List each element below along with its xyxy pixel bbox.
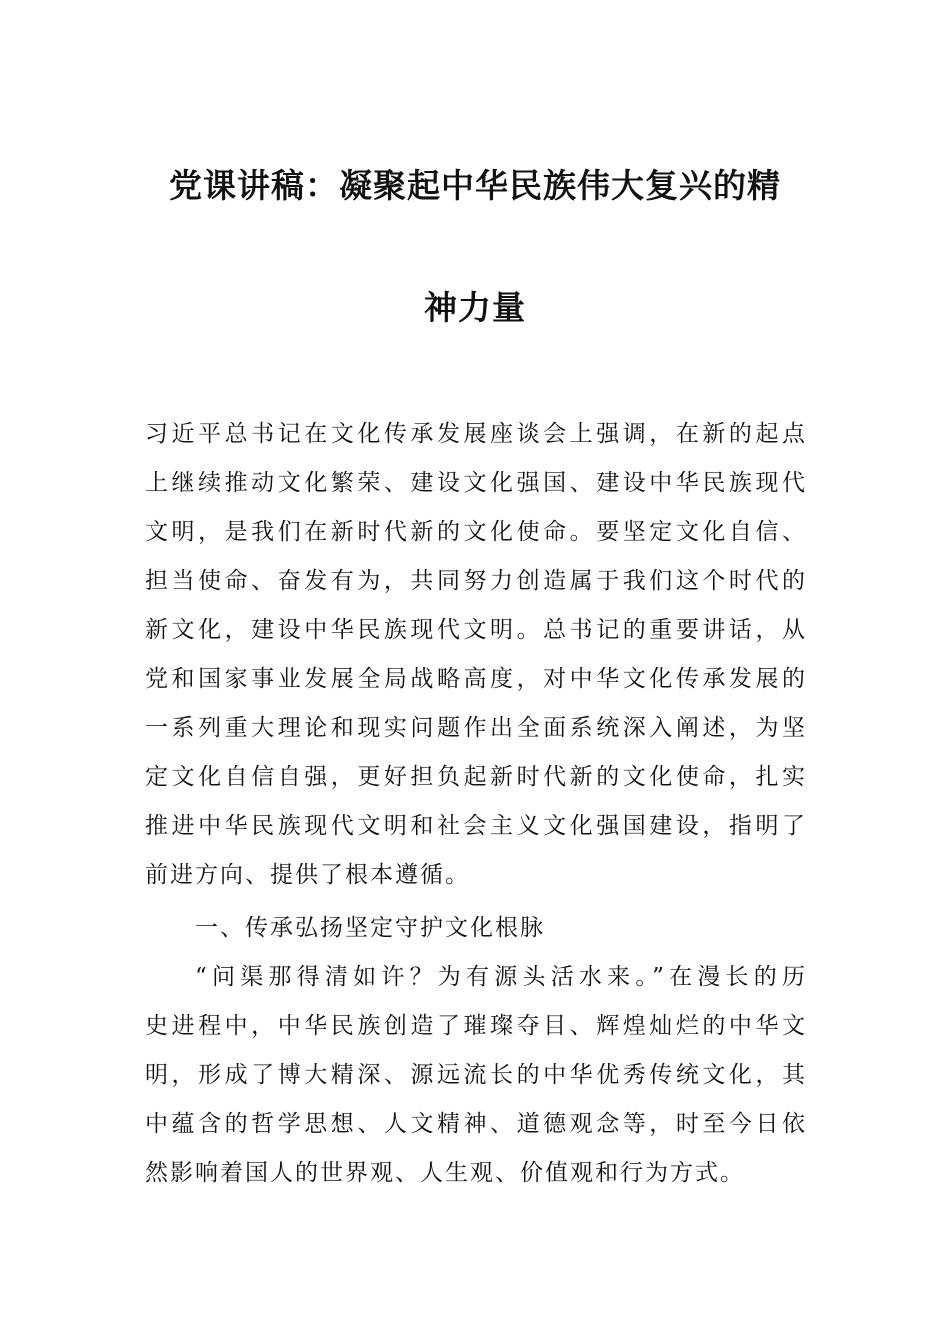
paragraph-line: 明，形成了博大精深、源远流长的中华优秀传统文化，其 xyxy=(145,1062,807,1088)
document-title-line-1: 党课讲稿：凝聚起中华民族伟大复兴的精 xyxy=(169,166,781,205)
section-heading-1-block xyxy=(145,904,807,953)
paragraph-line: 上继续推动文化繁荣、建设文化强国、建设中华民族现代 xyxy=(145,470,807,496)
paragraph-line: 文明，是我们在新时代新的文化使命。要坚定文化自信、 xyxy=(145,519,807,545)
paragraph-line: 然影响着国人的世界观、人生观、价值观和行为方式。 xyxy=(145,1160,745,1186)
paragraph-line: 推进中华民族现代文明和社会主义文化强国建设，指明了 xyxy=(145,813,807,839)
section-heading-1: 一、传承弘扬坚定守护文化根脉 xyxy=(195,915,545,941)
paragraph-line: 党和国家事业发展全局战略高度，对中华文化传承发展的 xyxy=(145,666,807,692)
paragraph-line: 习近平总书记在文化传承发展座谈会上强调，在新的起点 xyxy=(145,421,807,447)
document-title-line-2: 神力量 xyxy=(424,288,526,327)
paragraph-2 xyxy=(145,953,807,1198)
paragraph-1 xyxy=(145,410,807,900)
paragraph-line: 前进方向、提供了根本遵循。 xyxy=(145,862,470,888)
paragraph-line: 新文化，建设中华民族现代文明。总书记的重要讲话，从 xyxy=(145,617,807,643)
paragraph-line: 担当使命、奋发有为，共同努力创造属于我们这个时代的 xyxy=(145,568,807,594)
paragraph-line: 中蕴含的哲学思想、人文精神、道德观念等，时至今日依 xyxy=(145,1111,807,1137)
paragraph-line: “问渠那得清如许？为有源头活水来。”在漫长的历 xyxy=(195,964,807,990)
paragraph-line: 定文化自信自强，更好担负起新时代新的文化使命，扎实 xyxy=(145,764,807,790)
paragraph-line: 史进程中，中华民族创造了璀璨夺目、辉煌灿烂的中华文 xyxy=(145,1013,807,1039)
paragraph-line: 一系列重大理论和现实问题作出全面系统深入阐述，为坚 xyxy=(145,715,807,741)
